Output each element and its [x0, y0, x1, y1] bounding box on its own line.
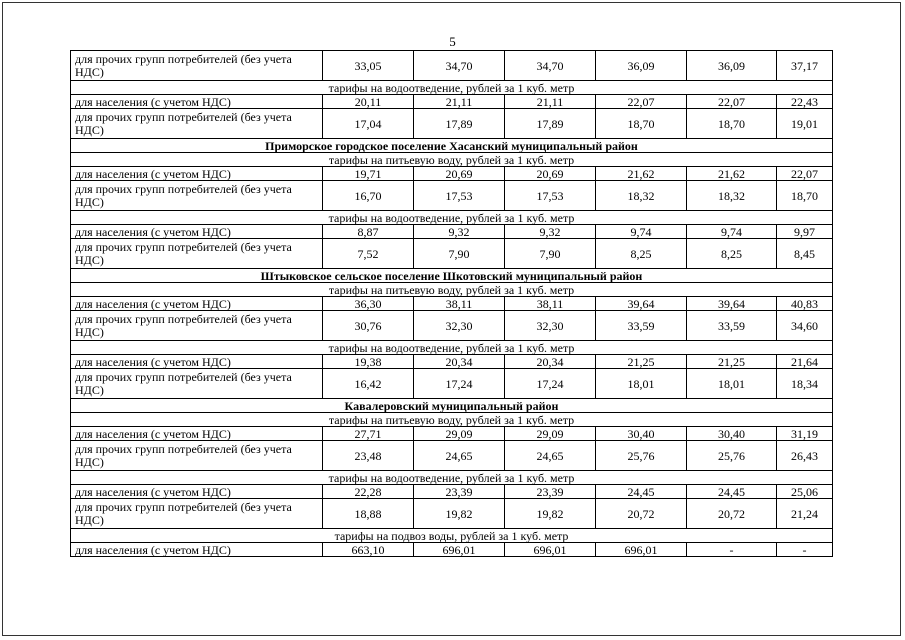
tariff-value: 32,30	[505, 311, 596, 341]
table-row	[71, 239, 833, 269]
row-label: для населения (с учетом НДС)	[71, 297, 323, 311]
tariff-value: 8,25	[687, 239, 777, 269]
tariff-value: 23,39	[505, 485, 596, 499]
tariff-value: 24,45	[687, 485, 777, 499]
tariff-value: 8,87	[323, 225, 414, 239]
tariff-value: 21,62	[596, 167, 687, 181]
tariff-value: 18,70	[596, 109, 687, 139]
tariff-value: 25,06	[777, 485, 833, 499]
subheader-row	[71, 471, 833, 485]
section-header-row	[71, 269, 833, 283]
tariff-value: 17,53	[414, 181, 505, 211]
tariff-value: 19,82	[505, 499, 596, 529]
table-row	[71, 95, 833, 109]
tariff-value: 32,30	[414, 311, 505, 341]
tariff-value: 21,24	[777, 499, 833, 529]
tariff-value: 37,17	[777, 51, 833, 81]
tariff-value: 19,82	[414, 499, 505, 529]
tariff-value: 22,43	[777, 95, 833, 109]
tariff-value: 21,11	[505, 95, 596, 109]
tariff-value: 17,53	[505, 181, 596, 211]
subheader-row	[71, 413, 833, 427]
table-row	[71, 109, 833, 139]
tariff-subheader: тарифы на питьевую воду, рублей за 1 куб. метр	[71, 283, 833, 297]
tariff-value: 17,24	[414, 369, 505, 399]
tariff-value: 17,24	[505, 369, 596, 399]
subheader-row	[71, 341, 833, 355]
tariff-value: 9,74	[687, 225, 777, 239]
tariff-value: 21,25	[596, 355, 687, 369]
tariff-value: 663,10	[323, 543, 414, 557]
tariff-value: 16,70	[323, 181, 414, 211]
tariff-subheader: тарифы на водоотведение, рублей за 1 куб. метр	[71, 211, 833, 225]
row-label: для населения (с учетом НДС)	[71, 225, 323, 239]
table-row	[71, 355, 833, 369]
tariff-value: 18,70	[777, 181, 833, 211]
tariff-value: 36,09	[687, 51, 777, 81]
row-label: для прочих групп потребителей (без учета НДС)	[71, 499, 323, 529]
tariff-value: 39,64	[687, 297, 777, 311]
tariff-value: 9,32	[414, 225, 505, 239]
section-title: Приморское городское поселение Хасанский муниципальный район	[71, 139, 833, 153]
tariff-value: 38,11	[414, 297, 505, 311]
row-label: для прочих групп потребителей (без учета НДС)	[71, 109, 323, 139]
tariff-value: 33,59	[687, 311, 777, 341]
section-header-row	[71, 139, 833, 153]
tariff-value: 18,88	[323, 499, 414, 529]
tariff-value: 29,09	[505, 427, 596, 441]
tariff-value: 18,01	[596, 369, 687, 399]
row-label: для прочих групп потребителей (без учета НДС)	[71, 181, 323, 211]
subheader-row	[71, 211, 833, 225]
tariff-value: 34,70	[414, 51, 505, 81]
tariff-value: 21,64	[777, 355, 833, 369]
table-row	[71, 441, 833, 471]
row-label: для населения (с учетом НДС)	[71, 543, 323, 557]
tariff-value: 40,83	[777, 297, 833, 311]
row-label: для прочих групп потребителей (без учета НДС)	[71, 239, 323, 269]
tariff-value: 20,34	[414, 355, 505, 369]
table-row	[71, 427, 833, 441]
tariff-value: 17,89	[505, 109, 596, 139]
row-label: для населения (с учетом НДС)	[71, 427, 323, 441]
table-row	[71, 369, 833, 399]
row-label: для населения (с учетом НДС)	[71, 167, 323, 181]
tariff-value: 20,69	[414, 167, 505, 181]
table-row	[71, 543, 833, 557]
tariff-value: 36,30	[323, 297, 414, 311]
tariff-value: 20,34	[505, 355, 596, 369]
tariff-value: 38,11	[505, 297, 596, 311]
section-title: Штыковское сельское поселение Шкотовский муниципальный район	[71, 269, 833, 283]
row-label: для населения (с учетом НДС)	[71, 355, 323, 369]
subheader-row	[71, 529, 833, 543]
tariff-value: 7,90	[414, 239, 505, 269]
tariff-table	[70, 50, 833, 557]
tariff-value: 29,09	[414, 427, 505, 441]
tariff-value: 23,39	[414, 485, 505, 499]
tariff-value: 30,76	[323, 311, 414, 341]
tariff-subheader: тарифы на питьевую воду, рублей за 1 куб. метр	[71, 153, 833, 167]
tariff-subheader: тарифы на водоотведение, рублей за 1 куб. метр	[71, 341, 833, 355]
subheader-row	[71, 283, 833, 297]
tariff-table-body	[71, 51, 833, 557]
subheader-row	[71, 153, 833, 167]
tariff-value: 26,43	[777, 441, 833, 471]
tariff-subheader: тарифы на водоотведение, рублей за 1 куб. метр	[71, 81, 833, 95]
tariff-value: 25,76	[596, 441, 687, 471]
tariff-value: 18,01	[687, 369, 777, 399]
tariff-value: 21,25	[687, 355, 777, 369]
tariff-value: 21,11	[414, 95, 505, 109]
tariff-value: 34,60	[777, 311, 833, 341]
tariff-value: 39,64	[596, 297, 687, 311]
table-row	[71, 51, 833, 81]
table-row	[71, 181, 833, 211]
tariff-subheader: тарифы на водоотведение, рублей за 1 куб. метр	[71, 471, 833, 485]
tariff-value: 19,38	[323, 355, 414, 369]
tariff-value: 33,59	[596, 311, 687, 341]
subheader-row	[71, 81, 833, 95]
tariff-value: 7,52	[323, 239, 414, 269]
tariff-value: 8,25	[596, 239, 687, 269]
tariff-value: 30,40	[687, 427, 777, 441]
tariff-value: 17,89	[414, 109, 505, 139]
tariff-value: 33,05	[323, 51, 414, 81]
tariff-value: 24,65	[505, 441, 596, 471]
tariff-value: 9,74	[596, 225, 687, 239]
row-label: для прочих групп потребителей (без учета НДС)	[71, 51, 323, 81]
tariff-value: 19,71	[323, 167, 414, 181]
tariff-value: 34,70	[505, 51, 596, 81]
tariff-value: 696,01	[505, 543, 596, 557]
tariff-value: 16,42	[323, 369, 414, 399]
tariff-value: 18,32	[687, 181, 777, 211]
tariff-subheader: тарифы на питьевую воду, рублей за 1 куб. метр	[71, 413, 833, 427]
tariff-value: 18,70	[687, 109, 777, 139]
row-label: для прочих групп потребителей (без учета НДС)	[71, 311, 323, 341]
row-label: для населения (с учетом НДС)	[71, 485, 323, 499]
tariff-value: 21,62	[687, 167, 777, 181]
tariff-value: 7,90	[505, 239, 596, 269]
table-row	[71, 167, 833, 181]
table-row	[71, 311, 833, 341]
tariff-value: 24,45	[596, 485, 687, 499]
tariff-value: 696,01	[414, 543, 505, 557]
table-row	[71, 297, 833, 311]
row-label: для прочих групп потребителей (без учета НДС)	[71, 441, 323, 471]
page-number: 5	[449, 34, 456, 49]
tariff-value: 30,40	[596, 427, 687, 441]
tariff-value: 27,71	[323, 427, 414, 441]
tariff-value: 20,11	[323, 95, 414, 109]
tariff-value: 25,76	[687, 441, 777, 471]
tariff-value: 22,07	[777, 167, 833, 181]
row-label: для прочих групп потребителей (без учета НДС)	[71, 369, 323, 399]
tariff-value: 20,69	[505, 167, 596, 181]
table-row	[71, 485, 833, 499]
tariff-value: 20,72	[687, 499, 777, 529]
tariff-value: 19,01	[777, 109, 833, 139]
tariff-value: 31,19	[777, 427, 833, 441]
tariff-value: -	[687, 543, 777, 557]
tariff-value: 22,07	[687, 95, 777, 109]
tariff-value: 18,32	[596, 181, 687, 211]
row-label: для населения (с учетом НДС)	[71, 95, 323, 109]
tariff-value: 20,72	[596, 499, 687, 529]
tariff-value: 9,97	[777, 225, 833, 239]
tariff-subheader: тарифы на подвоз воды, рублей за 1 куб. метр	[71, 529, 833, 543]
tariff-value: 23,48	[323, 441, 414, 471]
tariff-value: 696,01	[596, 543, 687, 557]
tariff-value: 18,34	[777, 369, 833, 399]
tariff-value: 8,45	[777, 239, 833, 269]
table-row	[71, 225, 833, 239]
tariff-value: 22,28	[323, 485, 414, 499]
tariff-value: 24,65	[414, 441, 505, 471]
section-header-row	[71, 399, 833, 413]
tariff-value: 17,04	[323, 109, 414, 139]
tariff-value: -	[777, 543, 833, 557]
table-row	[71, 499, 833, 529]
tariff-value: 9,32	[505, 225, 596, 239]
tariff-value: 36,09	[596, 51, 687, 81]
tariff-value: 22,07	[596, 95, 687, 109]
section-title: Кавалеровский муниципальный район	[71, 399, 833, 413]
